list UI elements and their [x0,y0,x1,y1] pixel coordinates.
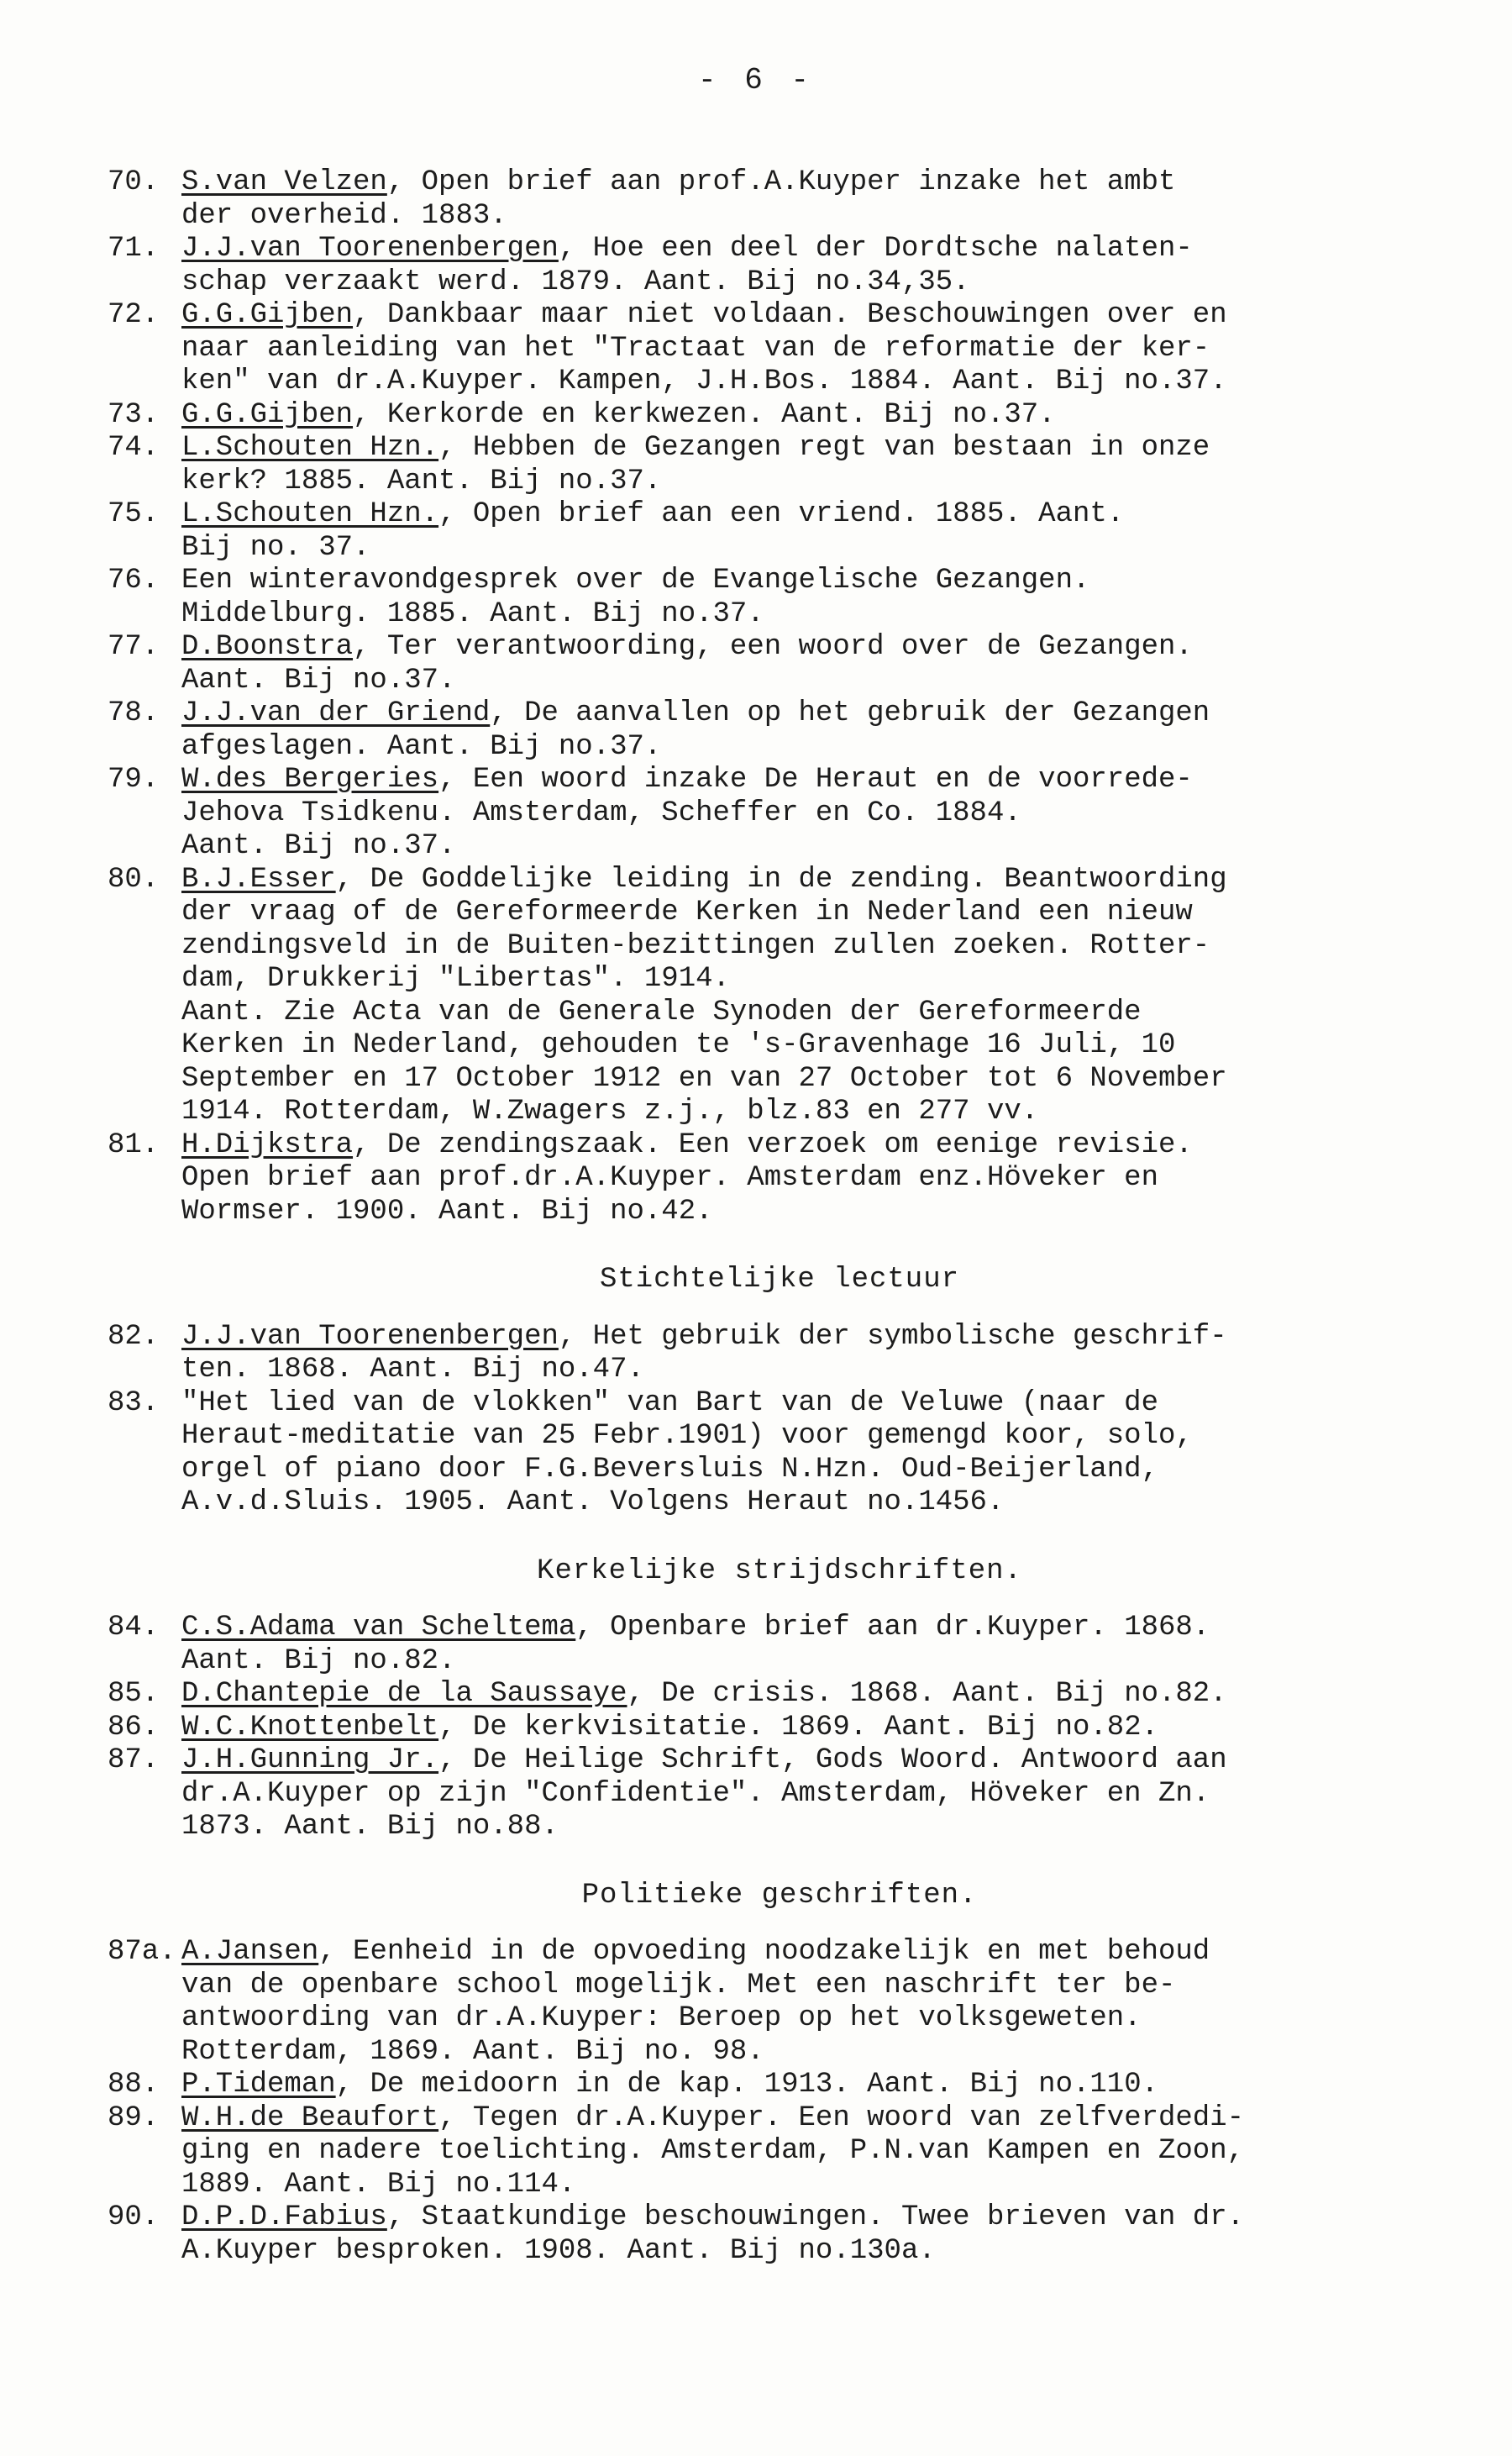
entry-author: W.des Bergeries [181,764,439,796]
entry-number: 83. [108,1386,160,1419]
entry-author: D.Chantepie de la Saussaye [181,1678,627,1710]
entry-author: J.J.van Toorenenbergen [181,233,559,265]
bibliography-entry [108,299,1452,399]
entry-author: L.Schouten Hzn. [181,498,439,530]
entry-number: 87. [108,1744,160,1776]
entry-author: P.Tideman [181,2069,336,2101]
entry-author: B.J.Esser [181,863,336,896]
bibliography-entry [108,565,1452,631]
entry-author: S.van Velzen [181,166,387,198]
entry-text: , De meidoorn in de kap. 1913. Aant. Bij no.110. [335,2069,1158,2101]
entry-text: , De aanvallen op het gebruik der Gezangen afgeslagen. Aant. Bij no.37. [181,697,1210,763]
entry-text: , Dankbaar maar niet voldaan. Beschouwingen over en naar aanleiding van het "Tractaat van de reformatie der ker- ken" van dr.A.Kuyper. Kampen, J.H.Bos. 1884. Aant. Bij no.37. [181,299,1227,397]
bibliography-list [108,166,1452,2268]
entry-text: , Kerkorde en kerkwezen. Aant. Bij no.37. [353,398,1056,431]
entry-number: 74. [108,432,160,464]
entry-author: H.Dijkstra [181,1128,354,1161]
entry-number: 76. [108,565,160,597]
entry-text: , De zendingszaak. Een verzoek om eenige revisie. Open brief aan prof.dr.A.Kuyper. Amsterdam enz.Höveker en Wormser. 1900. Aant. Bij no.42. [181,1128,1193,1228]
entry-text: , Open brief aan prof.A.Kuyper inzake het ambt der overheid. 1883. [181,166,1176,232]
entry-author: J.J.van der Griend [181,697,491,729]
section-heading: Politieke geschriften. [581,1879,978,1912]
entry-number: 81. [108,1128,160,1161]
entry-number: 73. [108,398,160,431]
entry-number: 89. [108,2101,160,2134]
entry-author: C.S.Adama van Scheltema [181,1612,576,1643]
entry-number: 88. [108,2069,160,2101]
bibliography-entry [108,399,1452,433]
bibliography-entry [108,2069,1452,2102]
entry-number: 90. [108,2201,160,2233]
bibliography-entry [108,498,1452,565]
entry-number: 70. [108,166,160,198]
bibliography-entry [108,864,1452,1129]
entry-text: , Staatkundige beschouwingen. Twee brieven van dr. A.Kuyper besproken. 1908. Aant. Bij no.130a. [181,2201,1245,2267]
entry-number: 82. [108,1320,160,1353]
entry-author: J.J.van Toorenenbergen [181,1320,559,1353]
bibliography-entry [108,1612,1452,1678]
bibliography-entry [108,166,1452,233]
entry-text: , Hebben de Gezangen regt van bestaan in onze kerk? 1885. Aant. Bij no.37. [181,432,1210,497]
bibliography-entry [108,233,1452,299]
section-heading: Stichtelijke lectuur [599,1264,960,1296]
entry-author: W.H.de Beaufort [181,2101,439,2134]
bibliography-entry [108,432,1452,498]
entry-text: Een winteravondgesprek over de Evangelische Gezangen. Middelburg. 1885. Aant. Bij no.37. [181,565,1090,630]
page-number: - 6 - [697,63,815,97]
entry-number: 78. [108,697,160,729]
bibliography-entry [108,1321,1452,1387]
entry-number: 87a. [108,1936,176,1968]
bibliography-entry [108,1744,1452,1844]
entry-text: , Eenheid in de opvoeding noodzakelijk en met behoud van de openbare school mogelijk. Met een naschrift ter be- antwoording van dr.A.Kuyper: Beroep op het volksgeweten. Rotterdam, 1869. Aant. Bij no. 98. [181,1936,1210,2068]
entry-number: 86. [108,1711,160,1743]
entry-text: , De kerkvisitatie. 1869. Aant. Bij no.82. [438,1711,1159,1743]
entry-text: , Ter verantwoording, een woord over de Gezangen. Aant. Bij no.37. [181,631,1193,697]
bibliography-entry [108,631,1452,697]
bibliography-entry [108,764,1452,864]
entry-number: 71. [108,233,160,265]
bibliography-entry [108,1678,1452,1712]
entry-author: W.C.Knottenbelt [181,1711,439,1743]
bibliography-entry [108,1936,1452,2069]
bibliography-entry [108,1129,1452,1229]
entry-author: A.Jansen [181,1936,319,1968]
entry-text: , Tegen dr.A.Kuyper. Een woord van zelfverdedi- ging en nadere toelichting. Amsterdam, P.N.van Kampen en Zoon, 1889. Aant. Bij no.114. [181,2101,1245,2201]
entry-text: "Het lied van de vlokken" van Bart van de Veluwe (naar de Heraut-meditatie van 25 Febr.1901) voor gemengd koor, solo, orgel of piano door F.G.Beversluis N.Hzn. Oud-Beijerland, A.v.d.Sluis. 1905. Aant. Volgens Heraut no.1456. [181,1386,1193,1518]
entry-author: L.Schouten Hzn. [181,432,439,464]
entry-number: 85. [108,1678,160,1710]
entry-author: G.G.Gijben [181,398,354,431]
bibliography-entry [108,2201,1452,2268]
entry-text: , Openbare brief aan dr.Kuyper. 1868. Aant. Bij no.82. [181,1612,1210,1677]
entry-number: 80. [108,863,160,896]
entry-author: G.G.Gijben [181,299,354,331]
entry-text: , De Heilige Schrift, Gods Woord. Antwoord aan dr.A.Kuyper op zijn "Confidentie". Amsterdam, Höveker en Zn. 1873. Aant. Bij no.88. [181,1744,1227,1843]
entry-author: D.P.D.Fabius [181,2201,387,2233]
entry-number: 77. [108,631,160,663]
entry-number: 72. [108,299,160,331]
bibliography-entry [108,2102,1452,2202]
entry-text: , Open brief aan een vriend. 1885. Aant. Bij no. 37. [181,498,1125,564]
entry-text: , De crisis. 1868. Aant. Bij no.82. [627,1678,1227,1710]
entry-number: 75. [108,498,160,530]
bibliography-entry [108,697,1452,764]
entry-number: 79. [108,764,160,796]
bibliography-entry [108,1712,1452,1745]
entry-author: D.Boonstra [181,631,354,663]
entry-text: , Hoe een deel der Dordtsche nalaten- schap verzaakt werd. 1879. Aant. Bij no.34,35. [181,233,1193,298]
bibliography-entry [108,1387,1452,1520]
entry-text: , Het gebruik der symbolische geschrif- ten. 1868. Aant. Bij no.47. [181,1320,1227,1386]
entry-number: 84. [108,1612,160,1643]
entry-text: , De Goddelijke leiding in de zending. Beantwoording der vraag of de Gereformeerde Kerken in Nederland een nieuw zendingsveld in de Buiten-bezittingen zullen zoeken. Rotter- dam, Drukkerij "Libertas". 1914. Aant. Zie Acta van de Generale Synoden der Gereformeerde Kerken in Nederland, gehouden te 's-Gravenhage 16 Juli, 10 September en 17 October 1912 en van 27 October tot 6 November 1914. Rotterdam, W.Zwagers z.j., blz.83 en 277 vv. [181,863,1227,1128]
entry-text: , Een woord inzake De Heraut en de voorrede- Jehova Tsidkenu. Amsterdam, Scheffer en Co. 1884. Aant. Bij no.37. [181,764,1193,862]
entry-author: J.H.Gunning Jr. [181,1744,439,1776]
section-heading: Kerkelijke strijdschriften. [537,1554,1022,1587]
